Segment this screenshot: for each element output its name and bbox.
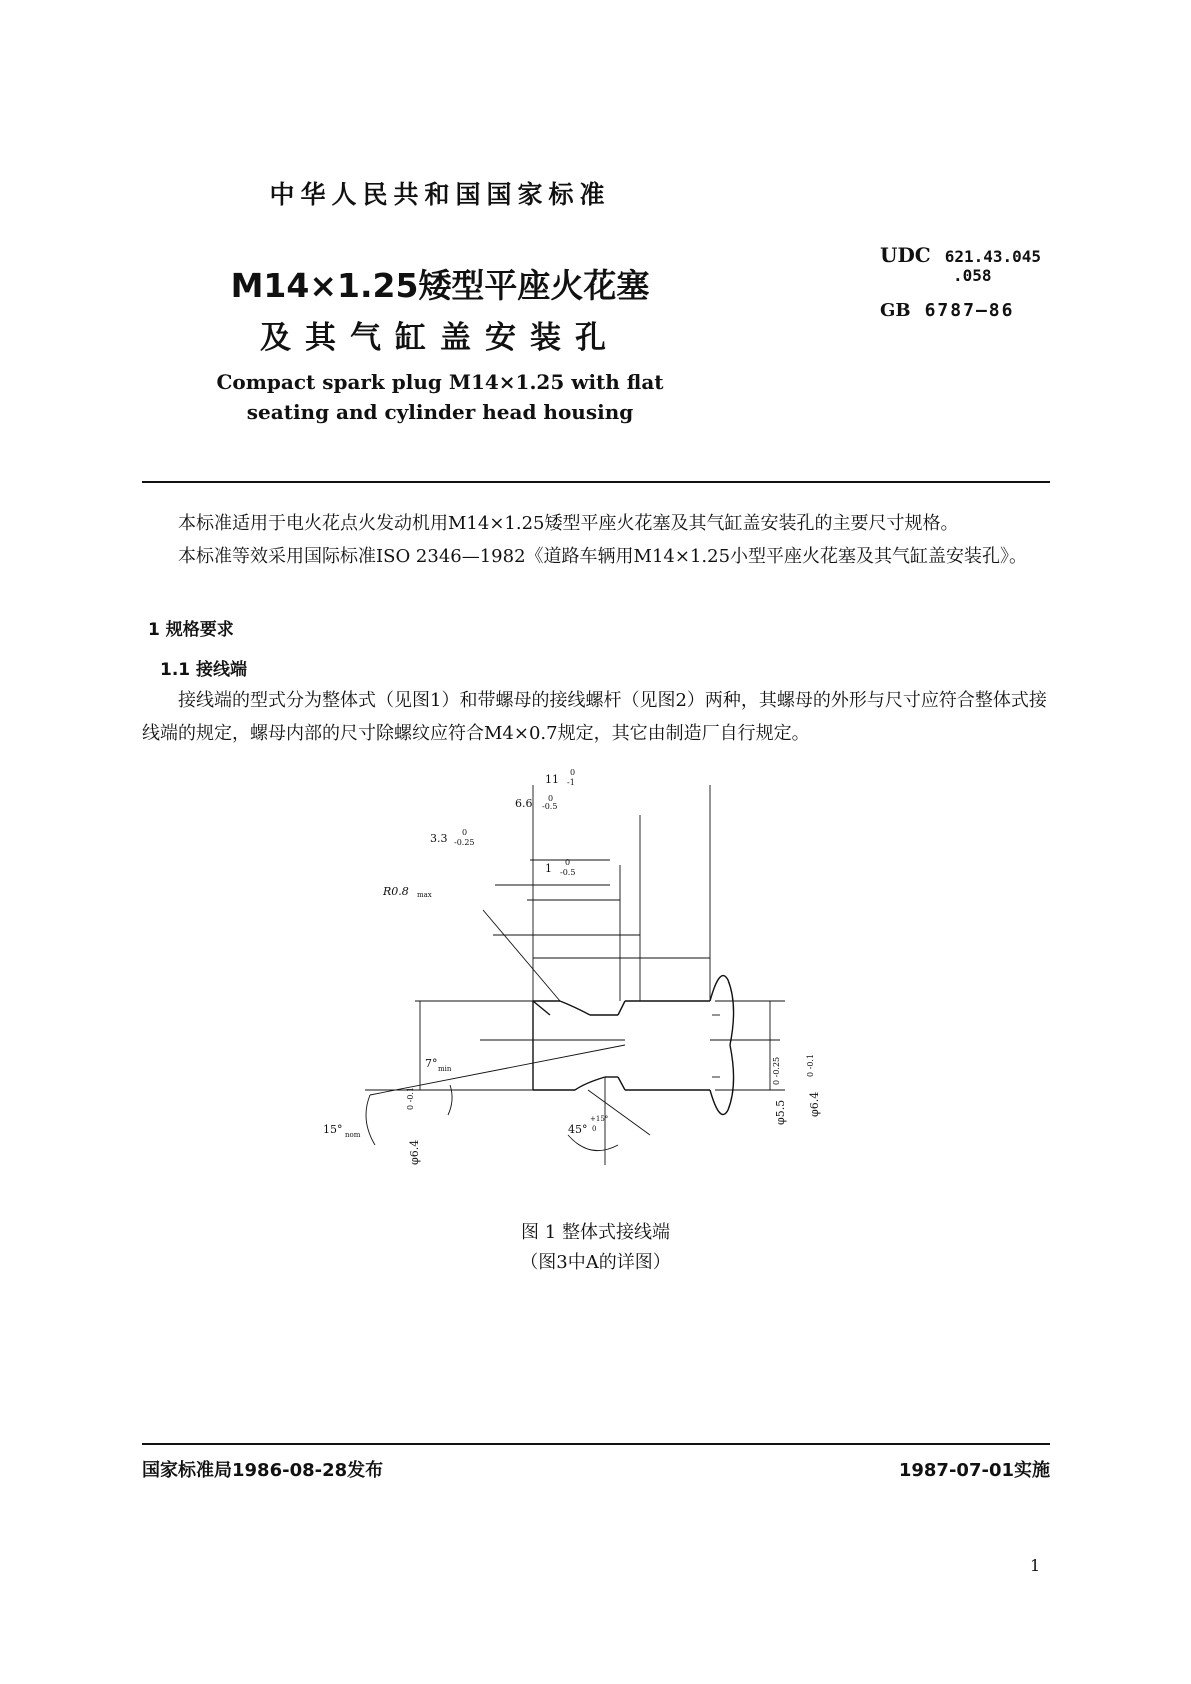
dia-mid-tol: 0 -0.25 [772, 1056, 781, 1085]
footer-divider [142, 1443, 1050, 1445]
angle-15-sub: nom [345, 1131, 361, 1139]
dim-3-3: 3.3 [430, 832, 448, 845]
scope-paragraph: 本标准适用于电火花点火发动机用M14×1.25矮型平座火花塞及其气缸盖安装孔的主要尺寸规格。 [178, 513, 959, 534]
dim-6-6-tol-upper: 0 [548, 794, 554, 803]
implementation-date: 1987-07-01实施 [898, 1460, 1050, 1481]
dim-1-tol-upper: 0 [565, 858, 571, 867]
terminal-paragraph: 接线端的型式分为整体式（见图1）和带螺母的接线螺杆（见图2）两种，其螺母的外形与尺寸应符合整体式接线端的规定，螺母内部的尺寸除螺纹应符合M4×0.7规定，其它由制造厂自行规定。 [142, 690, 1047, 744]
dia-left: φ6.4 [408, 1139, 421, 1165]
angle-7: 7° [425, 1057, 438, 1070]
dia-mid: φ5.5 [774, 1099, 787, 1125]
angle-45-tol-lower: 0 [592, 1125, 597, 1133]
udc-number-line2: .058 [953, 266, 992, 285]
dim-3-3-tol-upper: 0 [462, 828, 468, 837]
gb-label: GB [880, 300, 911, 321]
udc-code [880, 243, 1041, 267]
dimension-lines [365, 785, 785, 1165]
dia-right-tol: 0 -0.1 [806, 1053, 815, 1077]
dim-11-tol-upper: 0 [570, 768, 576, 777]
national-standard-heading: 中华人民共和国国家标准 [269, 180, 611, 209]
iso-reference-paragraph: 本标准等效采用国际标准ISO 2346—1982《道路车辆用M14×1.25小型平座火花塞及其气缸盖安装孔》。 [178, 546, 1028, 567]
dimension-labels [323, 768, 821, 1165]
dim-11: 11 [545, 773, 559, 786]
figure-1-subcaption: （图3中A的详图） [520, 1252, 671, 1273]
figure-1-drawing [320, 768, 1060, 1175]
standard-title-zh-line2: 及其气缸盖安装孔 [260, 320, 620, 356]
header-divider [142, 481, 1050, 483]
section-1-1-heading: 1.1 接线端 [160, 660, 248, 680]
radius-sub: max [417, 891, 432, 899]
dim-1-tol-lower: -0.5 [560, 868, 576, 877]
page-number: 1 [1030, 1556, 1041, 1575]
dim-11-tol-lower: -1 [567, 778, 575, 787]
terminal-outline [533, 976, 734, 1115]
udc-number: 621.43.045 [944, 247, 1042, 266]
standard-title-zh-line1: M14×1.25矮型平座火花塞 [230, 266, 650, 305]
standard-title-en-line1: Compact spark plug M14×1.25 with flat [216, 370, 664, 394]
section-1-heading: 1 规格要求 [148, 620, 234, 640]
dim-1: 1 [545, 862, 552, 875]
dim-6-6: 6.6 [515, 797, 533, 810]
gb-number: 6787—86 [924, 300, 1015, 321]
dim-6-6-tol-lower: -0.5 [542, 802, 558, 811]
angle-45: 45° [568, 1123, 588, 1136]
udc-label: UDC [880, 243, 931, 267]
publication-date: 国家标准局1986-08-28发布 [142, 1460, 384, 1481]
dim-3-3-tol-lower: -0.25 [454, 838, 475, 847]
figure-1-caption: 图 1 整体式接线端 [521, 1222, 670, 1243]
angle-45-tol-upper: +15° [590, 1115, 609, 1123]
dia-right: φ6.4 [808, 1091, 821, 1117]
dia-left-tol: 0 -0.1 [406, 1086, 415, 1110]
angle-15: 15° [323, 1123, 343, 1136]
gb-code [880, 300, 1014, 321]
angle-7-sub: min [438, 1065, 452, 1073]
radius-label: R0.8 [383, 885, 409, 898]
standard-title-en-line2: seating and cylinder head housing [246, 400, 634, 424]
